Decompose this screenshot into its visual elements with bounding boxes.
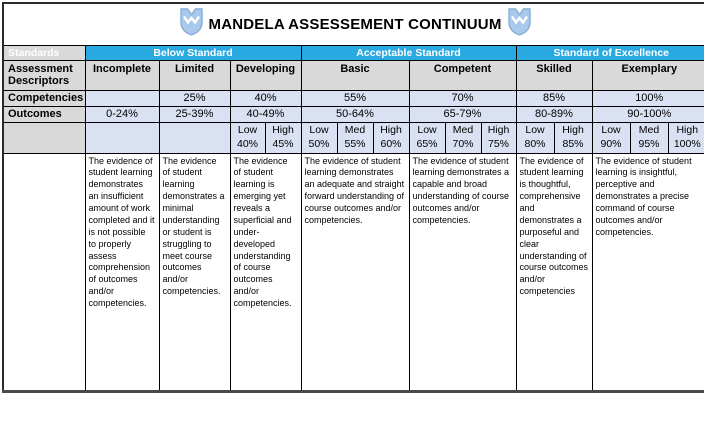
- below-standard-header: Below Standard: [85, 45, 301, 60]
- outcome-incomplete: 0-24%: [85, 106, 159, 122]
- competency-developing: 40%: [230, 90, 301, 106]
- title-row: [3, 3, 704, 45]
- page-title: MANDELA ASSESSEMENT CONTINUUM: [209, 16, 502, 33]
- range-cell: [337, 122, 373, 153]
- evidence-competent: The evidence of student learning demonstrates a capable and broad understanding of course outcomes and/or competencies.: [409, 153, 516, 391]
- range-empty-standards: [3, 122, 85, 153]
- competency-basic: 55%: [301, 90, 409, 106]
- competency-incomplete: [85, 90, 159, 106]
- range-level: High: [266, 124, 301, 138]
- range-level: Med: [446, 124, 481, 138]
- range-value: 70%: [446, 138, 481, 152]
- standards-row: [3, 45, 704, 60]
- range-value: 65%: [410, 138, 445, 152]
- title-cell: [3, 3, 704, 45]
- range-value: 90%: [593, 138, 630, 152]
- descriptor-exemplary: Exemplary: [592, 60, 704, 90]
- range-empty-limited: [159, 122, 230, 153]
- descriptor-basic: Basic: [301, 60, 409, 90]
- range-cell: [592, 122, 630, 153]
- range-cell: [265, 122, 301, 153]
- range-value: 40%: [231, 138, 265, 152]
- standard-of-excellence-header: Standard of Excellence: [516, 45, 704, 60]
- range-cell: [409, 122, 445, 153]
- range-level: Low: [517, 124, 554, 138]
- range-value: 50%: [302, 138, 337, 152]
- descriptor-competent: Competent: [409, 60, 516, 90]
- competency-exemplary: 100%: [592, 90, 704, 106]
- range-value: 45%: [266, 138, 301, 152]
- outcome-developing: 40-49%: [230, 106, 301, 122]
- range-level: High: [555, 124, 592, 138]
- range-value: 75%: [482, 138, 516, 152]
- competencies-row-label: Competencies: [3, 90, 85, 106]
- competency-competent: 70%: [409, 90, 516, 106]
- range-cell: [445, 122, 481, 153]
- evidence-row: [3, 153, 704, 391]
- outcome-competent: 65-79%: [409, 106, 516, 122]
- range-level: Low: [231, 124, 265, 138]
- assessment-continuum-table: [2, 2, 704, 393]
- descriptor-developing: Developing: [230, 60, 301, 90]
- mandela-crest-icon: [179, 8, 204, 41]
- range-value: 80%: [517, 138, 554, 152]
- range-cell: [668, 122, 704, 153]
- range-value: 55%: [338, 138, 373, 152]
- outcome-skilled: 80-89%: [516, 106, 592, 122]
- competency-skilled: 85%: [516, 90, 592, 106]
- evidence-developing: The evidence of student learning is emerging yet reveals a superficial and under-developed understanding of course outcomes and/or competencies.: [230, 153, 301, 391]
- range-level: Low: [410, 124, 445, 138]
- outcome-basic: 50-64%: [301, 106, 409, 122]
- range-cell: [554, 122, 592, 153]
- mandela-crest-icon: [507, 8, 532, 41]
- competency-limited: 25%: [159, 90, 230, 106]
- range-value: 95%: [631, 138, 668, 152]
- outcome-limited: 25-39%: [159, 106, 230, 122]
- range-level: High: [482, 124, 516, 138]
- range-cell: [516, 122, 554, 153]
- range-level: Med: [338, 124, 373, 138]
- outcomes-row-label: Outcomes: [3, 106, 85, 122]
- range-value: 60%: [374, 138, 409, 152]
- range-level: High: [374, 124, 409, 138]
- assessment-descriptors-row: [3, 60, 704, 90]
- range-level: Low: [302, 124, 337, 138]
- standards-row-label: Standards: [3, 45, 85, 60]
- descriptor-skilled: Skilled: [516, 60, 592, 90]
- range-empty-incomplete: [85, 122, 159, 153]
- range-level: High: [669, 124, 704, 138]
- range-level: Med: [631, 124, 668, 138]
- descriptor-incomplete: Incomplete: [85, 60, 159, 90]
- evidence-basic: The evidence of student learning demonstrates an adequate and straight forward understanding of course outcomes and/or competencies.: [301, 153, 409, 391]
- evidence-exemplary: The evidence of student learning is insightful, perceptive and demonstrates a precise command of course outcomes and/or competencies.: [592, 153, 704, 391]
- competencies-row: [3, 90, 704, 106]
- evidence-incomplete: The evidence of student learning demonstrates an insufficient amount of work completed and it is not possible to properly assess comprehension of outcomes and/or competencies.: [85, 153, 159, 391]
- range-value: 85%: [555, 138, 592, 152]
- range-cell: [301, 122, 337, 153]
- evidence-empty-standards: [3, 153, 85, 391]
- range-cell: [481, 122, 516, 153]
- range-cell: [230, 122, 265, 153]
- acceptable-standard-header: Acceptable Standard: [301, 45, 516, 60]
- outcomes-row: [3, 106, 704, 122]
- evidence-skilled: The evidence of student learning is thoughtful, comprehensive and demonstrates a purposeful and clear understanding of course outcomes and/or competencies: [516, 153, 592, 391]
- descriptors-row-label: Assessment Descriptors: [3, 60, 85, 90]
- range-row: [3, 122, 704, 153]
- evidence-limited: The evidence of student learning demonstrates a minimal understanding or student is struggling to meet course outcomes and/or competencies.: [159, 153, 230, 391]
- range-level: Low: [593, 124, 630, 138]
- range-cell: [373, 122, 409, 153]
- descriptor-limited: Limited: [159, 60, 230, 90]
- outcome-exemplary: 90-100%: [592, 106, 704, 122]
- range-value: 100%: [669, 138, 704, 152]
- range-cell: [630, 122, 668, 153]
